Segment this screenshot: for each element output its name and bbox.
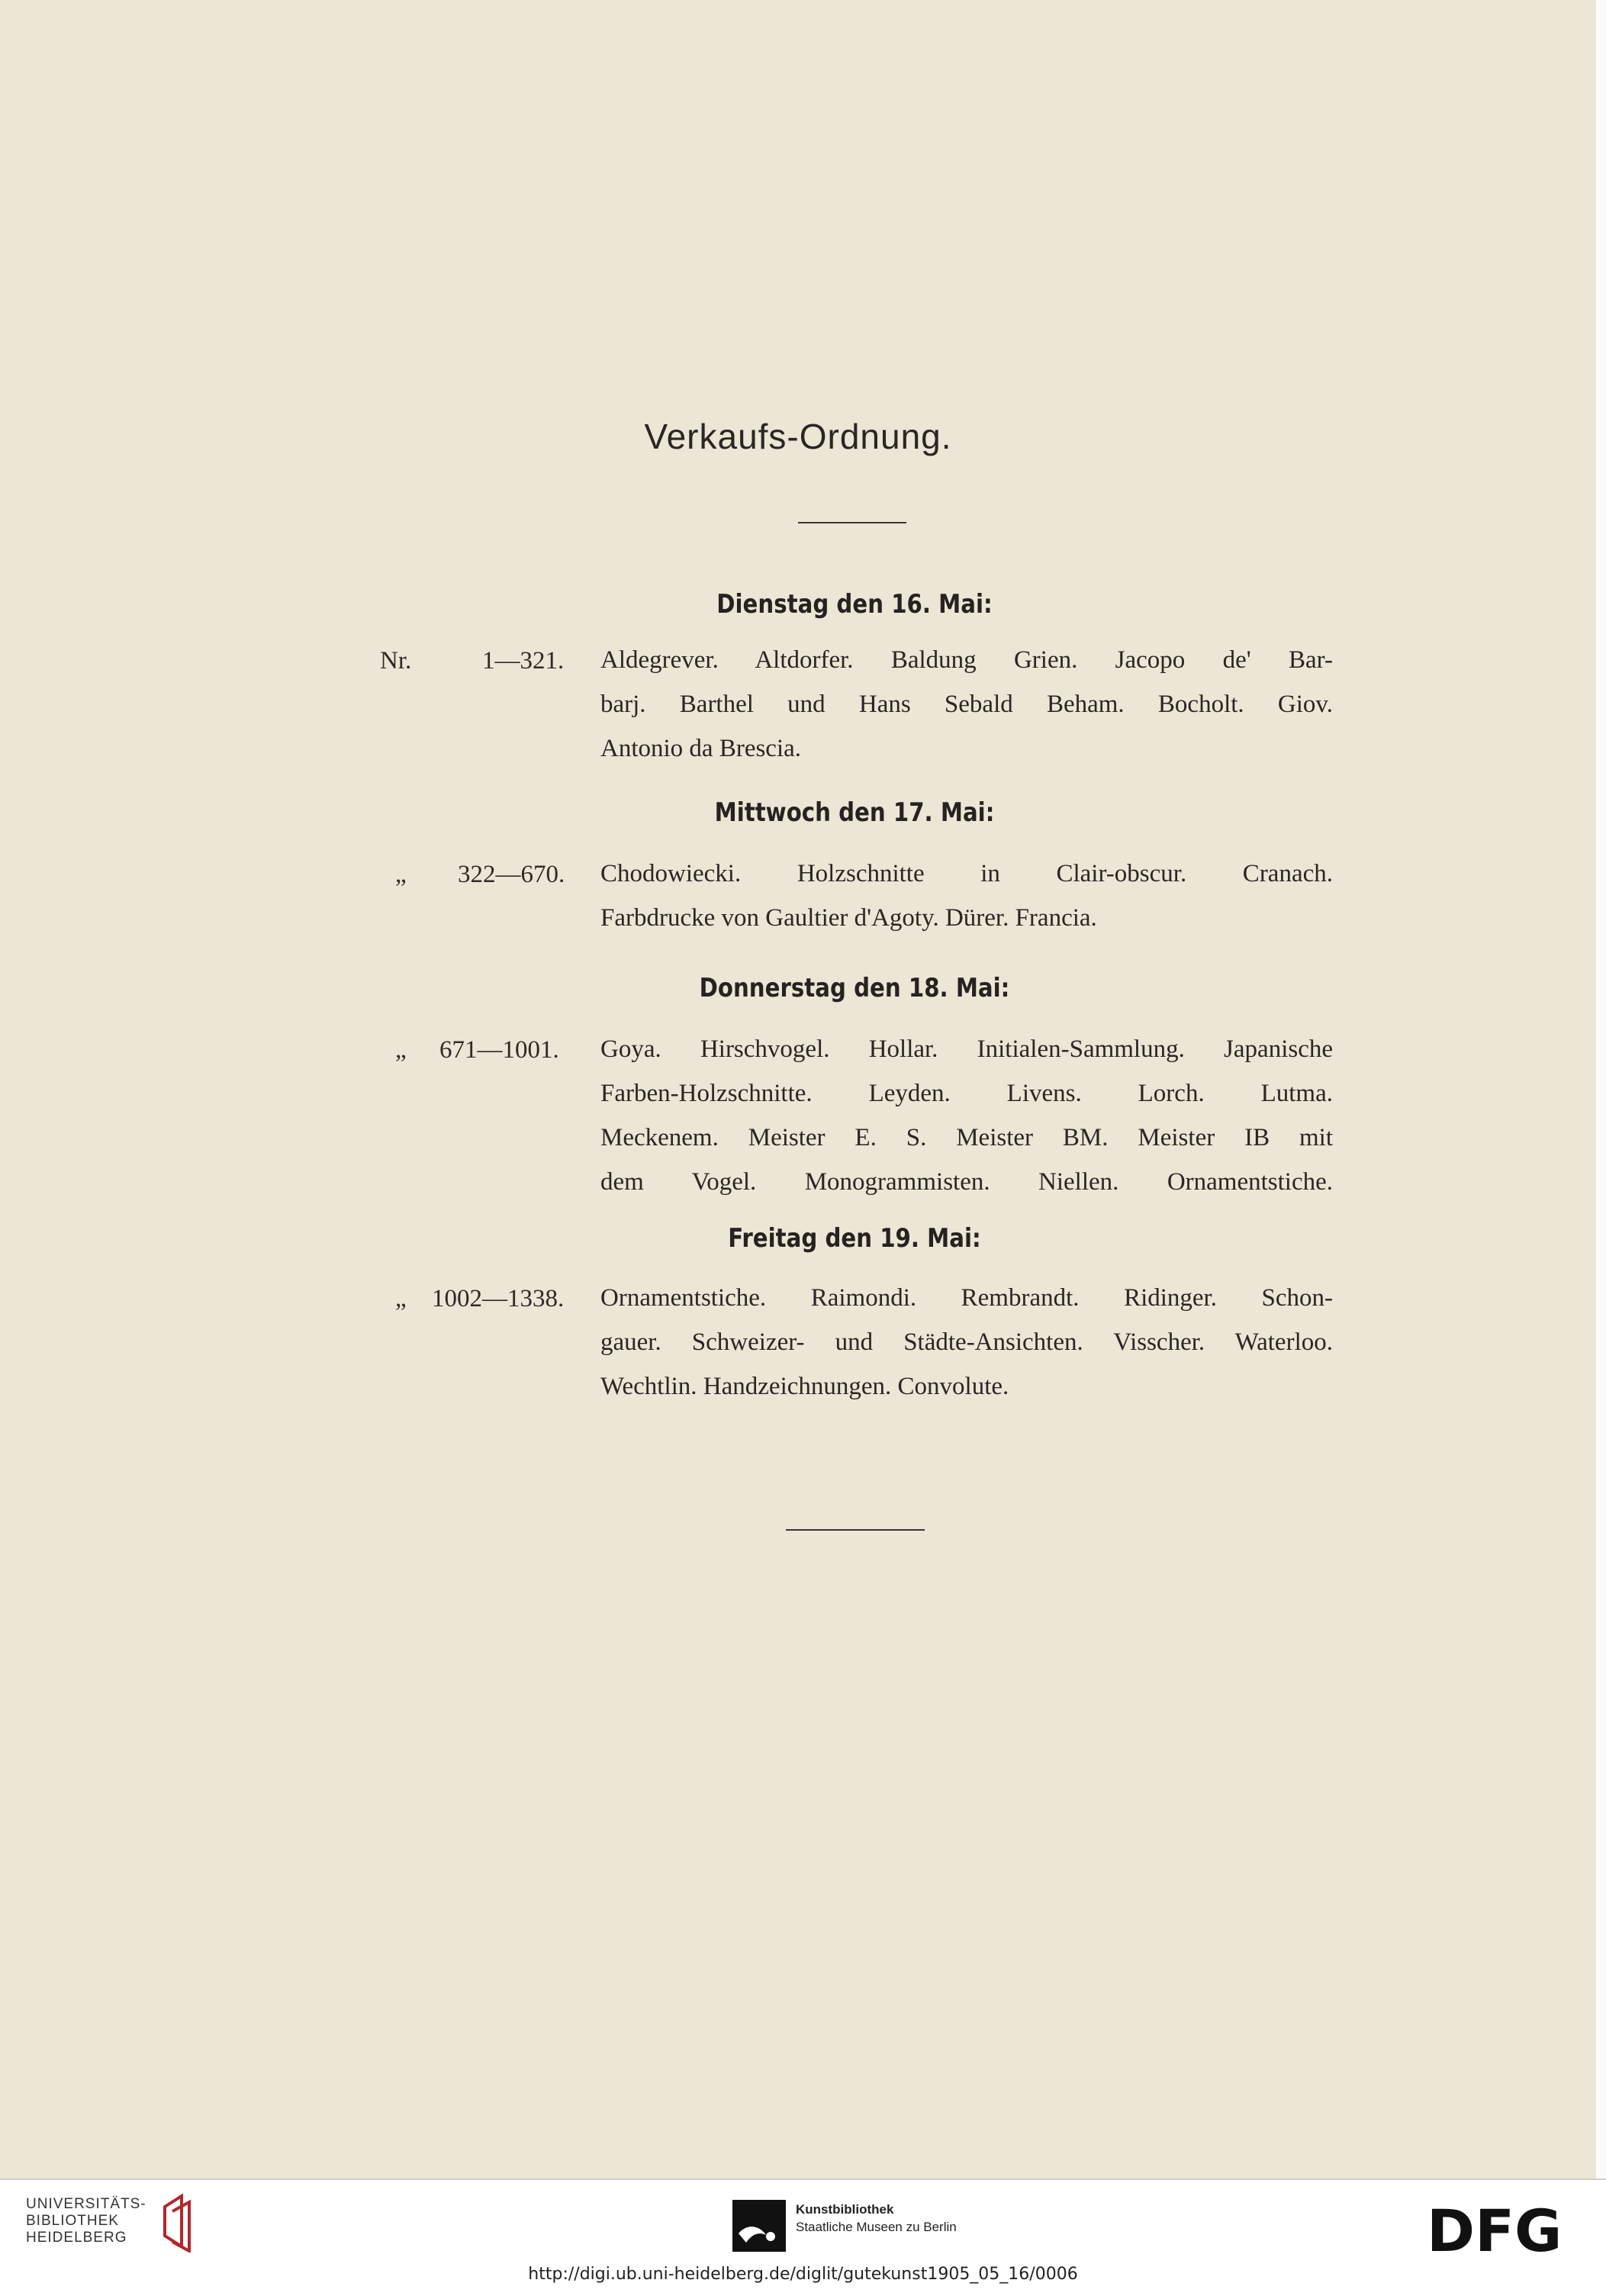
day-heading-dienstag: Dienstag den 16. Mai: (716, 589, 993, 620)
lot-range-donnerstag: 671—1001. (439, 1036, 559, 1064)
text-line: Goya. Hirschvogel. Hollar. Initialen-Sammlung. Japanische (600, 1035, 1333, 1063)
kunstbibliothek-subtitle: Staatliche Museen zu Berlin (796, 2220, 957, 2234)
text-line: barj. Barthel und Hans Sebald Beham. Bocholt. Giov. (600, 691, 1333, 718)
page-edge (1596, 0, 1606, 2178)
text-line: Farben-Holzschnitte. Leyden. Livens. Lorch. Lutma. (600, 1080, 1333, 1107)
kunstbibliothek-logo-text[interactable] (796, 2201, 957, 2236)
text-line: Ornamentstiche. Raimondi. Rembrandt. Ridinger. Schon- (600, 1284, 1333, 1312)
day-heading-mittwoch: Mittwoch den 17. Mai: (714, 797, 995, 828)
artists-freitag (600, 1276, 1333, 1409)
page-title: Verkaufs-Ordnung. (644, 417, 952, 456)
kunstbibliothek-logo-icon[interactable] (732, 2200, 786, 2252)
text-line: Chodowiecki. Holzschnitte in Clair-obscur. Cranach. (600, 860, 1333, 887)
lot-range-dienstag: 1—321. (482, 647, 565, 675)
ditto-mark: „ (395, 1285, 407, 1312)
text-line: Meckenem. Meister E. S. Meister BM. Meister IB mit (600, 1124, 1333, 1151)
dfg-logo[interactable] (1427, 2204, 1587, 2257)
text-line: Aldegrever. Altdorfer. Baldung Grien. Jacopo de' Bar- (600, 646, 1333, 674)
logo-line: HEIDELBERG (26, 2230, 127, 2246)
lot-range-mittwoch: 322—670. (458, 861, 565, 888)
ditto-mark: „ (395, 1036, 407, 1064)
day-heading-donnerstag: Donnerstag den 18. Mai: (699, 973, 1010, 1003)
ditto-mark: „ (395, 861, 407, 888)
dfg-logo-text: DFG (1427, 2204, 1563, 2257)
artists-dienstag (600, 638, 1333, 771)
kunstbibliothek-name: Kunstbibliothek (796, 2202, 894, 2217)
nr-label: Nr. (380, 647, 412, 675)
artists-donnerstag (600, 1027, 1333, 1204)
text-line: dem Vogel. Monogrammisten. Niellen. Ornamentstiche. (600, 1168, 1333, 1196)
ub-heidelberg-logo-text[interactable] (26, 2196, 146, 2246)
logo-line: BIBLIOTHEK (26, 2213, 119, 2229)
text-line: Farbdrucke von Gaultier d'Agoty. Dürer. Francia. (600, 904, 1097, 932)
text-line: gauer. Schweizer- und Städte-Ansichten. Visscher. Waterloo. (600, 1328, 1333, 1356)
lot-range-freitag: 1002—1338. (432, 1285, 565, 1312)
logo-line: UNIVERSITÄTS- (26, 2196, 146, 2212)
day-heading-freitag: Freitag den 19. Mai: (728, 1223, 981, 1254)
ub-heidelberg-logo-icon[interactable] (159, 2191, 197, 2253)
text-line: Wechtlin. Handzeichnungen. Convolute. (600, 1373, 1009, 1400)
page-url[interactable]: http://digi.ub.uni-heidelberg.de/diglit/gutekunst1905_05_16/0006 (528, 2265, 1078, 2284)
artists-mittwoch (600, 852, 1333, 940)
end-rule (786, 1529, 925, 1531)
title-rule (798, 522, 906, 523)
text-line: Antonio da Brescia. (600, 735, 802, 762)
